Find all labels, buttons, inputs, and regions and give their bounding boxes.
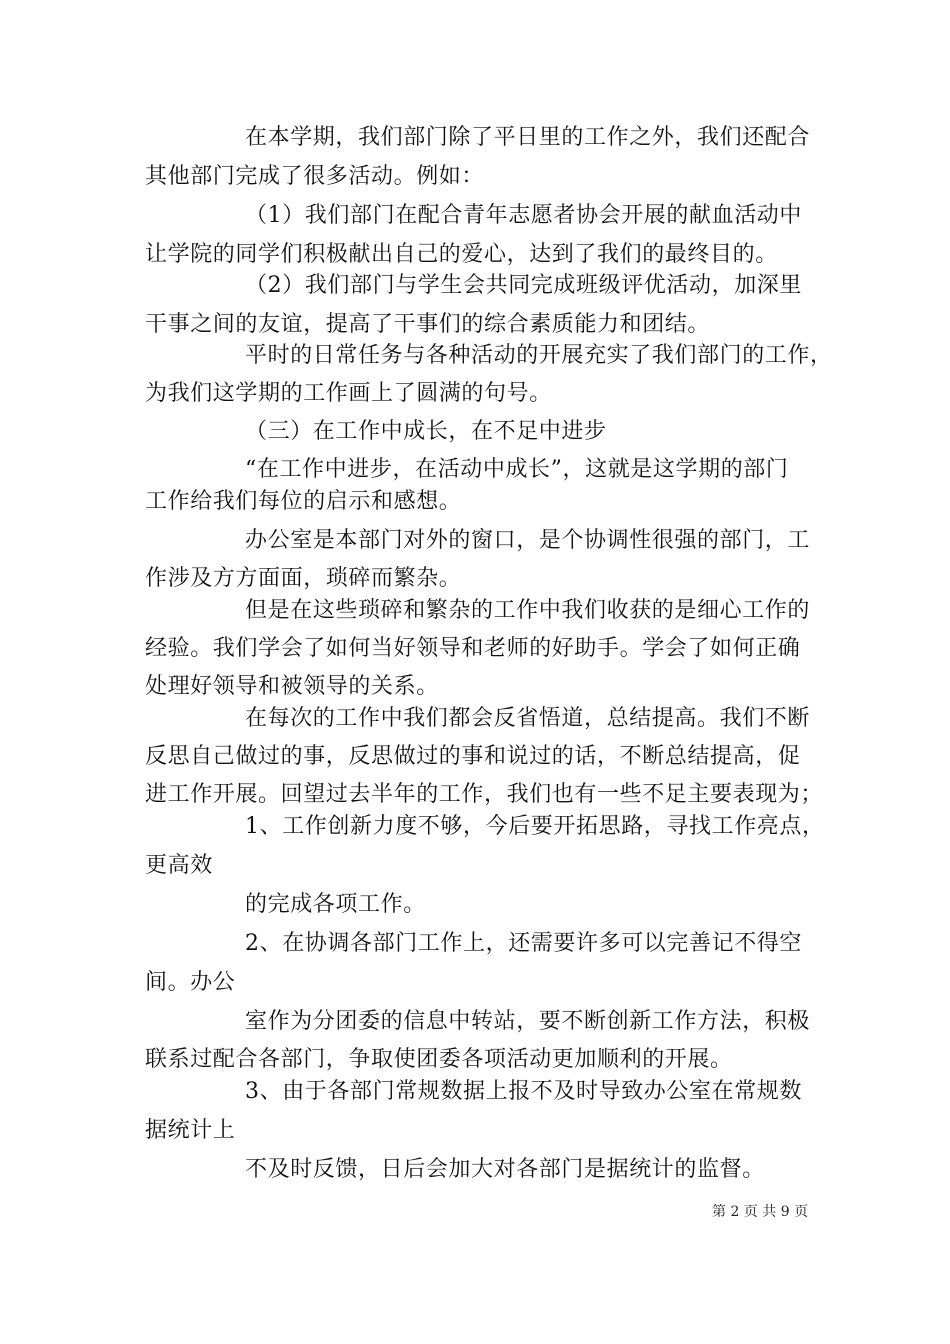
paragraph-line: 的完成各项工作。 bbox=[245, 892, 426, 917]
paragraph-line: 反思自己做过的事，反思做过的事和说过的话，不断总结提高，促 bbox=[145, 744, 801, 769]
paragraph-line: 办公室是本部门对外的窗口，是个协调性很强的部门，工 bbox=[245, 528, 811, 553]
paragraph-line: 工作给我们每位的启示和感想。 bbox=[145, 489, 462, 514]
paragraph-line: 1、工作创新力度不够，今后要开拓思路，寻找工作亮点， bbox=[245, 814, 825, 839]
paragraph-line: 进工作开展。回望过去半年的工作，我们也有一些不足主要表现为； bbox=[145, 782, 824, 807]
paragraph-line: 处理好领导和被领导的关系。 bbox=[145, 674, 439, 699]
paragraph-line: 不及时反馈，日后会加大对各部门是据统计的监督。 bbox=[245, 1157, 765, 1182]
paragraph-line: 干事之间的友谊，提高了干事们的综合素质能力和团结。 bbox=[145, 312, 711, 337]
paragraph-line: 室作为分团委的信息中转站，要不断创新工作方法，积极 bbox=[245, 1009, 811, 1034]
paragraph-line: 3、由于各部门常规数据上报不及时导致办公室在常规数 bbox=[245, 1079, 802, 1104]
paragraph-line: 在本学期，我们部门除了平日里的工作之外，我们还配合 bbox=[245, 125, 811, 150]
paragraph-line: 为我们这学期的工作画上了圆满的句号。 bbox=[145, 381, 552, 406]
paragraph-line: 平时的日常任务与各种活动的开展充实了我们部门的工作， bbox=[245, 343, 833, 368]
paragraph-line: （1）我们部门在配合青年志愿者协会开展的献血活动中 bbox=[245, 203, 802, 228]
paragraph-line: 经验。我们学会了如何当好领导和老师的好助手。学会了如何正确 bbox=[145, 636, 801, 661]
paragraph-line: 更高效 bbox=[145, 853, 213, 878]
paragraph-line: 作涉及方方面面，琐碎而繁杂。 bbox=[145, 566, 462, 591]
paragraph-line: 让学院的同学们积极献出自己的爱心，达到了我们的最终目的。 bbox=[145, 242, 778, 267]
section-heading: （三）在工作中成长，在不足中进步 bbox=[245, 419, 607, 444]
paragraph-line: 2、在协调各部门工作上，还需要许多可以完善记不得空 bbox=[245, 931, 802, 956]
paragraph-line: 间。办公 bbox=[145, 970, 236, 995]
paragraph-line: 其他部门完成了很多活动。例如： bbox=[145, 164, 485, 189]
paragraph-line: （2）我们部门与学生会共同完成班级评优活动，加深里 bbox=[245, 273, 802, 298]
paragraph-line: 在每次的工作中我们都会反省悟道，总结提高。我们不断 bbox=[245, 706, 811, 731]
paragraph-line: “在工作中进步，在活动中成长”，这就是这学期的部门 bbox=[245, 457, 789, 482]
paragraph-line: 但是在这些琐碎和繁杂的工作中我们收获的是细心工作的 bbox=[245, 598, 811, 623]
paragraph-line: 据统计上 bbox=[145, 1118, 236, 1143]
paragraph-line: 联系过配合各部门，争取使团委各项活动更加顺利的开展。 bbox=[145, 1047, 733, 1072]
page-number-footer: 第 2 页 共 9 页 bbox=[712, 1204, 809, 1220]
